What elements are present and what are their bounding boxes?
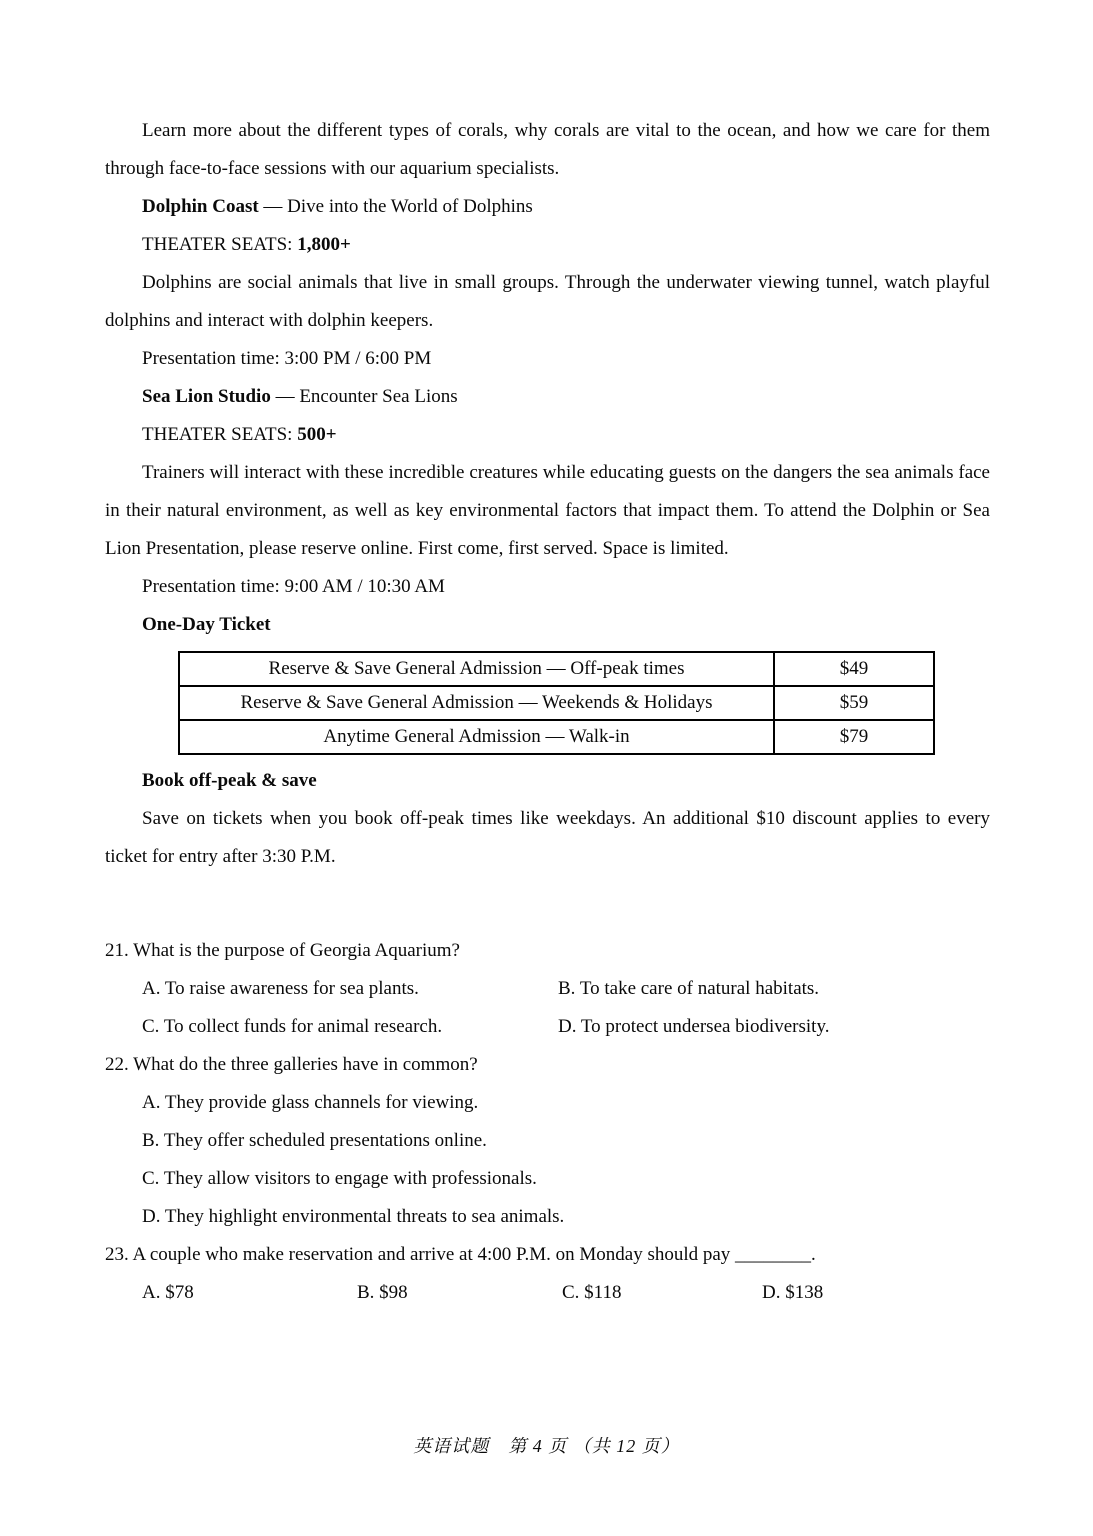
question-23-option-a: A. $78 — [142, 1282, 194, 1303]
ticket-row-1-price: $49 — [774, 652, 934, 686]
question-22-option-b: B. They offer scheduled presentations online. — [142, 1130, 487, 1151]
one-day-ticket-heading-text: One-Day Ticket — [142, 614, 271, 635]
ticket-row-3-label: Anytime General Admission — Walk-in — [179, 720, 774, 754]
ticket-row-2-label: Reserve & Save General Admission — Weekends & Holidays — [179, 686, 774, 720]
ticket-row-3-price: $79 — [774, 720, 934, 754]
dolphin-seats-label: THEATER SEATS: — [142, 234, 298, 255]
sea-lion-presentation-time: Presentation time: 9:00 AM / 10:30 AM — [142, 576, 445, 597]
question-22-option-c: C. They allow visitors to engage with professionals. — [142, 1168, 537, 1189]
table-row — [179, 720, 934, 754]
dolphin-coast-subtitle: — Dive into the World of Dolphins — [258, 196, 533, 217]
question-21-option-a: A. To raise awareness for sea plants. — [142, 978, 419, 999]
book-offpeak-heading-text: Book off-peak & save — [142, 770, 317, 791]
sea-lion-title: Sea Lion Studio — [142, 386, 271, 407]
sea-lion-theater-seats — [105, 416, 990, 454]
page-footer: 英语试题 第 4 页 （共 12 页） — [413, 1436, 680, 1456]
book-offpeak-heading — [105, 762, 990, 800]
sea-lion-seats-label: THEATER SEATS: — [142, 424, 298, 445]
section-spacer — [105, 876, 990, 932]
question-21-option-c: C. To collect funds for animal research. — [142, 1016, 443, 1037]
table-row — [179, 652, 934, 686]
questions-section — [105, 932, 990, 1312]
dolphin-coast-heading — [105, 188, 990, 226]
question-23-option-b: B. $98 — [357, 1282, 408, 1303]
dolphin-presentation-time: Presentation time: 3:00 PM / 6:00 PM — [142, 348, 432, 369]
question-22-option-a: A. They provide glass channels for viewing. — [142, 1092, 479, 1113]
sea-lion-subtitle: — Encounter Sea Lions — [270, 386, 458, 407]
sea-lion-heading — [105, 378, 990, 416]
question-21-option-b: B. To take care of natural habitats. — [558, 978, 820, 999]
table-row — [179, 686, 934, 720]
one-day-ticket-heading — [105, 606, 990, 644]
question-21-options-row-1 — [105, 970, 990, 1008]
dolphin-body-paragraph: Dolphins are social animals that live in small groups. Through the underwater viewing tunnel, watch playful dolphins and interact with dolphin keepers. — [105, 272, 990, 331]
question-23-option-d: D. $138 — [762, 1282, 824, 1303]
question-21-stem: 21. What is the purpose of Georgia Aquarium? — [105, 940, 460, 961]
sea-lion-seats-value: 500+ — [297, 424, 337, 445]
book-offpeak-paragraph: Save on tickets when you book off-peak times like weekdays. An additional $10 discount applies to every ticket for entry after 3:30 P.M. — [105, 808, 990, 867]
passage-intro-paragraph: Learn more about the different types of corals, why corals are vital to the ocean, and how we care for them through face-to-face sessions with our aquarium specialists. — [105, 120, 990, 179]
dolphin-seats-value: 1,800+ — [297, 234, 351, 255]
ticket-price-table — [178, 651, 935, 755]
sea-lion-body-paragraph: Trainers will interact with these incredible creatures while educating guests on the dangers the sea animals face in their natural environment, as well as key environmental factors that impact them. To attend the Dolphin or Sea Lion Presentation, please reserve online. First come, first served. Space is limited. — [105, 462, 990, 559]
question-21-option-d: D. To protect undersea biodiversity. — [558, 1016, 830, 1037]
question-21-options-row-2 — [105, 1008, 990, 1046]
question-22-option-d: D. They highlight environmental threats to sea animals. — [142, 1206, 565, 1227]
dolphin-theater-seats — [105, 226, 990, 264]
ticket-row-1-label: Reserve & Save General Admission — Off-peak times — [179, 652, 774, 686]
question-22-stem: 22. What do the three galleries have in common? — [105, 1054, 478, 1075]
question-23-option-c: C. $118 — [562, 1282, 622, 1303]
question-23-options-row — [105, 1274, 990, 1312]
ticket-row-2-price: $59 — [774, 686, 934, 720]
question-23-stem: 23. A couple who make reservation and arrive at 4:00 P.M. on Monday should pay ________. — [105, 1244, 816, 1265]
dolphin-coast-title: Dolphin Coast — [142, 196, 259, 217]
